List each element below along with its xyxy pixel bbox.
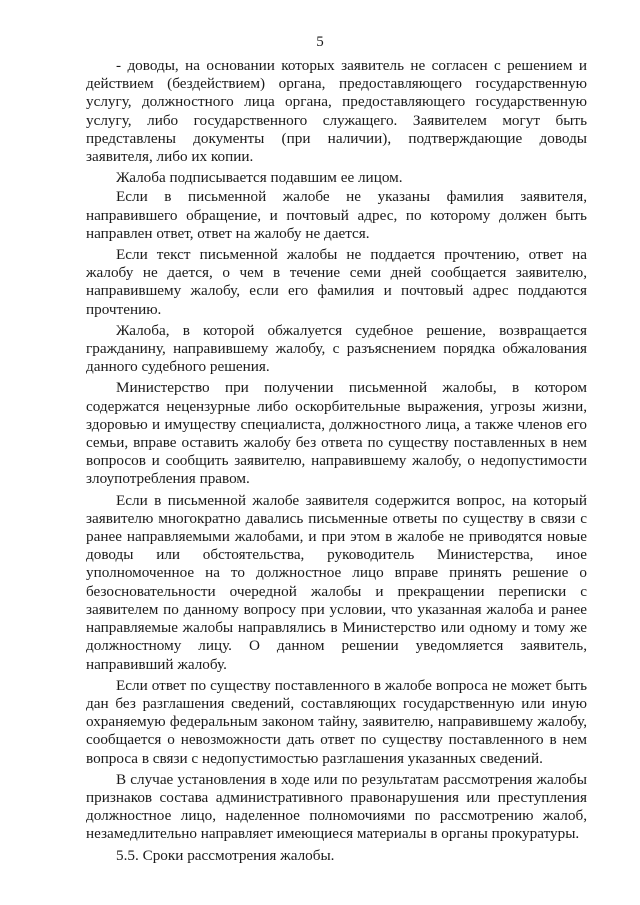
document-body: [86, 57, 587, 868]
section-heading-review-terms: 5.5. Сроки рассмотрения жалобы.: [116, 846, 335, 864]
paragraph-unreadable-text: Если текст письменной жалобы не поддается прочтению, ответ на жалобу не дается, о чем в течение семи дней сообщается заявителю, направившему жалобу, если его фамилия и почтовый адрес поддаются прочтению.: [86, 246, 587, 318]
paragraph-repeated-complaints: Если в письменной жалобе заявителя содержится вопрос, на который заявителю многократно давались письменные ответы по существу в связи с ранее направляемыми жалобами, и при этом в жалобе не приводятся новые доводы или обстоятельства, руководитель Министерства, иное уполномоченное на то должностное лицо вправе принять решение о безосновательности очередной жалобы и прекращении переписки с заявителем по данному вопросу при условии, что указанная жалоба и ранее направляемые жалобы направлялись в Министерство или одному и тому же должностному лицу. О данном решении уведомляется заявитель, направивший жалобу.: [86, 491, 587, 673]
page-number: 5: [316, 34, 324, 50]
paragraph-state-secret: Если ответ по существу поставленного в жалобе вопроса не может быть дан без разглашения сведений, составляющих государственную или иную охраняемую федеральным законом тайну, заявителю, направившему жалобу, сообщается о невозможности дать ответ по существу поставленного в нем вопроса в связи с недопустимостью разглашения указанных сведений.: [86, 676, 587, 767]
paragraph-missing-name-address: Если в письменной жалобе не указаны фамилия заявителя, направившего обращение, и почтовый адрес, по которому должен быть направлен ответ, ответ на жалобу не дается.: [86, 188, 587, 242]
paragraph-offence-signs: В случае установления в ходе или по результатам рассмотрения жалобы признаков состава административного правонарушения или преступления должностное лицо, наделенное полномочиями по рассмотрению жалоб, незамедлительно направляет имеющиеся материалы в органы прокуратуры.: [86, 770, 587, 843]
paragraph-complaint-arguments: - доводы, на основании которых заявитель не согласен с решением и действием (бездействием) органа, предоставляющего государственную услугу, должностного лица органа, предоставляющего государственную услугу, либо государственного служащего. Заявителем могут быть представлены документы (при наличии), подтверждающие доводы заявителя, либо их копии.: [86, 57, 587, 166]
paragraph-court-decision: Жалоба, в которой обжалуется судебное решение, возвращается гражданину, направившему жалобу, с разъяснением порядка обжалования данного судебного решения.: [86, 321, 587, 376]
paragraph-complaint-signature: Жалоба подписывается подавшим ее лицом.: [116, 169, 403, 187]
paragraph-offensive-language: Министерство при получении письменной жалобы, в котором содержатся нецензурные либо оскорбительные выражения, угрозы жизни, здоровью и имуществу специалиста, должностного лица, а также членов его семьи, вправе оставить жалобу без ответа по существу поставленных в нем вопросов и сообщить заявителю, направившему жалобу, о недопустимости злоупотребления правом.: [86, 379, 587, 488]
